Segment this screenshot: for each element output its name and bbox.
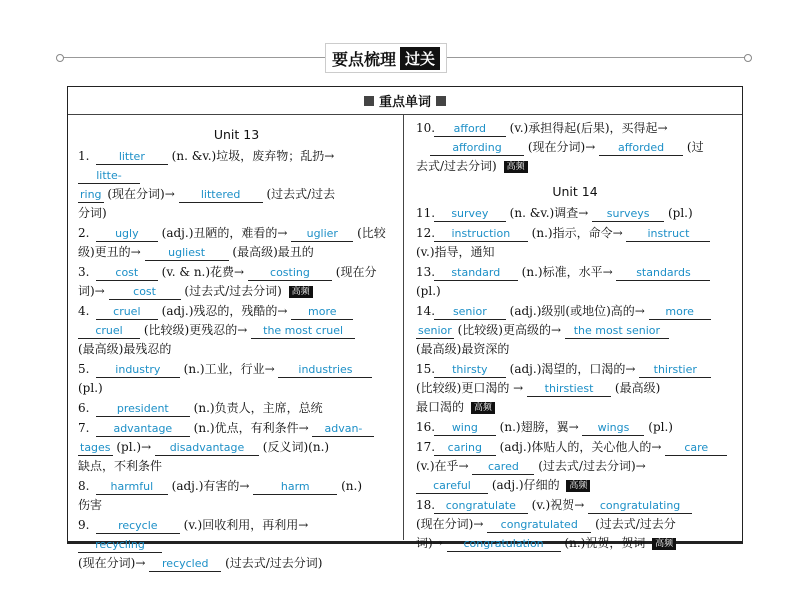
answer: ugliest — [145, 246, 229, 261]
header-title: 要点梳理 — [332, 49, 397, 69]
vocab-entry-16: 16. wing (n.)翅膀，翼→ wings (pl.) — [416, 420, 673, 434]
header-tag: 过关 — [400, 47, 440, 70]
section-title-text: 重点单词 — [378, 95, 431, 110]
answer: care — [665, 441, 727, 456]
vocab-entry-15: 15. thirsty (adj.)渴望的，口渴的→ thirstier (比较级)更口渴的 → thirstiest (最高级) 最口渴的 高频 — [416, 360, 734, 417]
answer: the most cruel — [251, 324, 355, 339]
vocab-entry-9: 9. recycle (v.)回收利用，再利用→ recycling (现在分词)→ recycled (过去式/过去分词) — [78, 518, 323, 570]
answer: senior — [434, 305, 506, 320]
answer: recycling — [78, 538, 162, 553]
answer: ugly — [96, 227, 158, 242]
answer: standard — [434, 266, 518, 281]
answer: president — [96, 402, 190, 417]
answer: instruct — [626, 227, 710, 242]
divider-dot-right — [744, 54, 752, 62]
right-column — [404, 115, 742, 550]
answer: congratulating — [588, 499, 692, 514]
square-icon — [364, 96, 374, 106]
answer: litter — [96, 150, 168, 165]
divider-dot-left — [56, 54, 64, 62]
vocab-entry-4: 4. cruel (adj.)残忍的，残酷的→ more cruel (比较级)更残忍的→ the most cruel (最高级)最残忍的 — [78, 302, 395, 359]
answer: survey — [434, 207, 506, 222]
answer: wing — [434, 421, 496, 436]
answer: caring — [434, 441, 496, 456]
vocab-entry-14: 14. senior (adj.)级别(或地位)高的→ more senior (比较级)更高级的→ the most senior (最高级)最资深的 — [416, 302, 734, 359]
answer: thirstiest — [527, 382, 611, 397]
frequency-badge: 高频 — [566, 480, 590, 492]
frequency-badge: 高频 — [652, 538, 676, 550]
unit-heading: Unit 13 — [213, 127, 260, 142]
vocab-entry-3: 3. cost (v. & n.)花费→ costing (现在分 词)→ cost (过去式/过去分词) 高频 — [78, 265, 377, 298]
vocab-entry-11: 11. survey (n. &v.)调查→ surveys (pl.) — [416, 206, 693, 220]
vocab-entry-1: 1. litter (n. &v.)垃圾，废弃物；乱扔→ litte- ring (现在分词)→ littered (过去式/过去 分词) — [78, 149, 336, 220]
vocab-entry-17: 17. caring (adj.)体贴人的，关心他人的→ care (v.)在乎→ cared (过去式/过去分词)→ careful (adj.)仔细的 高频 — [416, 438, 734, 495]
vocab-entry-5: 5. industry (n.)工业，行业→ industries (pl.) — [78, 360, 395, 398]
answer: cared — [472, 460, 534, 475]
answer: ring — [80, 188, 102, 201]
answer: careful — [416, 479, 488, 494]
vocab-entry-7: 7. advantage (n.)优点，有利条件→ advan- tages (pl.)→ disadvantage (反义词)(n.) 缺点，不利条件 — [78, 419, 395, 476]
answer: harmful — [96, 480, 168, 495]
answer: standards — [616, 266, 710, 281]
vocab-entry-2: 2. ugly (adj.)丑陋的，难看的→ uglier (比较 级)更丑的→ ugliest (最高级)最丑的 — [78, 226, 386, 259]
answer: advan- — [312, 422, 374, 437]
answer: cruel — [78, 324, 140, 339]
vocab-entry-13: 13. standard (n.)标准，水平→ standards (pl.) — [416, 263, 734, 301]
answer: congratulate — [434, 499, 528, 514]
answer: wings — [582, 421, 644, 436]
answer: uglier — [291, 227, 353, 242]
answer: recycled — [149, 557, 221, 572]
vocab-entry-10: 10. afford (v.)承担得起(后果)，买得起→ affording (现在分词)→ afforded (过 去式/过去分词) 高频 — [416, 121, 704, 173]
frequency-badge: 高频 — [471, 402, 495, 414]
answer: more — [649, 305, 711, 320]
answer: thirstier — [639, 363, 711, 378]
answer: afforded — [599, 141, 683, 156]
answer: disadvantage — [155, 441, 259, 456]
frequency-badge: 高频 — [289, 286, 313, 298]
answer: the most senior — [565, 324, 669, 339]
answer: cruel — [96, 305, 158, 320]
answer: congratulated — [487, 518, 591, 533]
answer: costing — [248, 266, 332, 281]
answer: affording — [430, 141, 524, 156]
section-title — [68, 87, 742, 115]
answer: cost — [109, 285, 181, 300]
answer: recycle — [96, 519, 180, 534]
answer: harm — [253, 480, 337, 495]
answer: congratulation — [447, 537, 561, 552]
answer: instruction — [434, 227, 528, 242]
answer: afford — [434, 122, 506, 137]
answer: litte- — [78, 169, 140, 184]
vocab-entry-8: 8. harmful (adj.)有害的→ harm (n.) 伤害 — [78, 479, 363, 512]
vocab-frame — [67, 86, 743, 570]
vocab-entry-6: 6. president (n.)负责人，主席，总统 — [78, 401, 323, 415]
vocab-entry-18: 18. congratulate (v.)祝贺→ congratulating (现在分词)→ congratulated (过去式/过去分 词)→ congratulation (n.)祝贺，贺词 高频 — [416, 496, 734, 553]
answer: littered — [179, 188, 263, 203]
answer: tages — [80, 441, 111, 454]
vocab-entry-12: 12. instruction (n.)指示，命令→ instruct (v.)指导，通知 — [416, 224, 734, 262]
answer: more — [291, 305, 353, 320]
answer: thirsty — [434, 363, 506, 378]
answer: industries — [278, 363, 372, 378]
answer: senior — [418, 324, 452, 337]
answer: industry — [96, 363, 180, 378]
frequency-badge: 高频 — [504, 161, 528, 173]
header-badge — [326, 44, 446, 72]
unit-heading: Unit 14 — [552, 184, 598, 199]
left-column — [68, 115, 404, 570]
answer: surveys — [592, 207, 664, 222]
answer: advantage — [96, 422, 190, 437]
answer: cost — [96, 266, 158, 281]
square-icon — [436, 96, 446, 106]
